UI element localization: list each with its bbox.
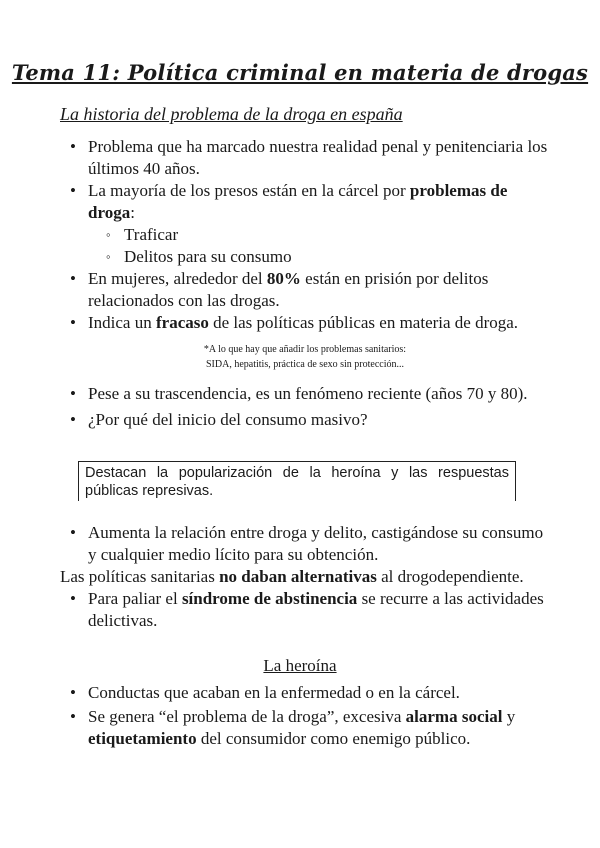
- footnote-line: *A lo que hay que añadir los problemas sanitarios:: [203, 344, 407, 355]
- bullet-list-c: [70, 522, 550, 566]
- sub-list-item: ◦ Traficar: [106, 224, 550, 246]
- list-item: • Se genera “el problema de la droga”, excesiva alarma social y etiquetamiento del consumidor como enemigo público.: [70, 706, 550, 750]
- sub-list: [88, 224, 550, 268]
- list-item: • Conductas que acaban en la enfermedad o en la cárcel.: [70, 682, 550, 704]
- list-item: • Problema que ha marcado nuestra realidad penal y penitenciaria los últimos 40 años.: [70, 136, 550, 180]
- bullet-list-b: [70, 383, 550, 431]
- bullet-list-a: [70, 136, 550, 334]
- section-heading-heroina: La heroína: [263, 656, 337, 675]
- footnote: [170, 342, 440, 372]
- section-heading-historia: La historia del problema de la droga en españa: [60, 104, 403, 124]
- list-item: • Aumenta la relación entre droga y delito, castigándose su consumo y cualquier medio lícito para su obtención.: [70, 522, 550, 566]
- list-item: • Pese a su trascendencia, es un fenómeno reciente (años 70 y 80).: [70, 383, 550, 405]
- list-item: • Para paliar el síndrome de abstinencia se recurre a las actividades delictivas.: [70, 588, 550, 632]
- list-item: • Indica un fracaso de las políticas públicas en materia de droga.: [70, 312, 550, 334]
- highlight-box: Destacan la popularización de la heroína y las respuestas públicas represivas.: [78, 461, 516, 501]
- bullet-list-d: [70, 588, 550, 632]
- list-item: • La mayoría de los presos están en la cárcel por problemas de droga: ◦ Traficar ◦ Delitos para su consumo: [70, 180, 550, 268]
- footnote-line: SIDA, hepatitis, práctica de sexo sin protección...: [206, 359, 404, 370]
- plain-line: Las políticas sanitarias no daban alternativas al drogodependiente.: [60, 567, 524, 586]
- sub-list-item: ◦ Delitos para su consumo: [106, 246, 550, 268]
- page-title: Tema 11: Política criminal en materia de drogas: [11, 60, 589, 85]
- list-item: • En mujeres, alrededor del 80% están en prisión por delitos relacionados con las drogas.: [70, 268, 550, 312]
- bullet-list-heroina: [70, 682, 550, 750]
- list-item: • ¿Por qué del inicio del consumo masivo?: [70, 409, 550, 431]
